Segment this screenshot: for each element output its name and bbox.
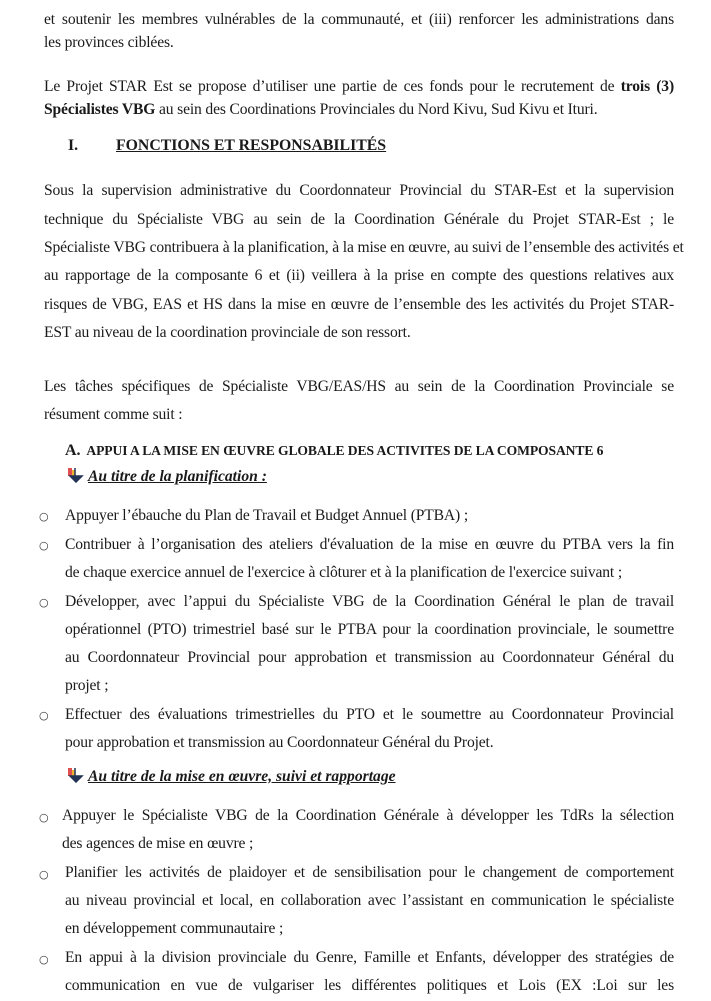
list-item-continuation: pour approbation et transmission au Coordonnateur Général du Projet. <box>65 734 494 751</box>
section-title: FONCTIONS ET RESPONSABILITÉS <box>116 137 387 154</box>
section-number: I. <box>68 137 79 154</box>
list-item-continuation: communication en vue de vulgariser les différentes politiques et Lois (EX :Loi sur les <box>65 977 674 994</box>
subheading-planification <box>66 467 267 487</box>
recruitment-paragraph-line <box>44 77 674 97</box>
subheading-text: Au titre de la mise en œuvre, suivi et rapportage <box>88 768 396 785</box>
subheading-text: Au titre de la planification : <box>88 468 267 485</box>
bullet-icon: ○ <box>39 953 49 966</box>
paragraph-line: résument comme suit : <box>44 406 183 423</box>
list-item-continuation: opérationnel (PTO) trimestriel basé sur le PTBA pour la coordination provinciale, le soumettre <box>65 621 674 638</box>
paragraph-line: Spécialiste VBG contribuera à la planification, à la mise en œuvre, au suivi de l’ensemble des activités et <box>44 239 684 256</box>
bullet-icon: ○ <box>39 510 49 523</box>
subsection-heading <box>65 441 603 461</box>
bullet-icon: ○ <box>39 596 49 609</box>
paragraph-line: technique du Spécialiste VBG au sein de la Coordination Générale du Projet STAR-Est ; le <box>44 211 674 228</box>
list-item: Appuyer le Spécialiste VBG de la Coordination Générale à développer les TdRs la sélection <box>62 807 674 824</box>
list-item: Planifier les activités de plaidoyer et de sensibilisation pour le changement de comportement <box>65 864 674 881</box>
arrow-down-icon <box>66 767 84 783</box>
recruitment-paragraph-line <box>44 100 674 120</box>
bullet-icon: ○ <box>39 709 49 722</box>
recruitment-text: Le Projet STAR Est se propose d’utiliser une partie de ces fonds pour le recrutement de <box>44 78 621 95</box>
bullet-icon: ○ <box>39 811 49 824</box>
paragraph-line: Sous la supervision administrative du Coordonnateur Provincial du STAR-Est et la supervision <box>44 182 674 199</box>
paragraph-line: EST au niveau de la coordination provinciale de son ressort. <box>44 324 411 341</box>
paragraph-line: au rapportage de la composante 6 et (ii) veillera à la prise en compte des questions relatives aux <box>44 267 674 284</box>
subsection-letter: A. <box>65 442 81 459</box>
intro-line: les provinces ciblées. <box>44 34 174 51</box>
intro-line: et soutenir les membres vulnérables de la communauté, et (iii) renforcer les administrations dans <box>44 11 674 28</box>
recruitment-count: trois (3) <box>620 78 675 95</box>
bullet-icon: ○ <box>39 868 49 881</box>
paragraph-line: Les tâches spécifiques de Spécialiste VBG/EAS/HS au sein de la Coordination Provinciale se <box>44 378 674 395</box>
list-item: Effectuer des évaluations trimestrielles du PTO et le soumettre au Coordonnateur Provincial <box>65 706 674 723</box>
list-item-continuation: au Coordonnateur Provincial pour approbation et transmission au Coordonnateur Général du <box>65 649 674 666</box>
paragraph-line: risques de VBG, EAS et HS dans la mise en œuvre de l’ensemble des les activités du Projet STAR- <box>44 296 674 313</box>
position-title: Spécialistes VBG <box>44 101 156 118</box>
recruitment-text: au sein des Coordinations Provinciales du Nord Kivu, Sud Kivu et Ituri. <box>155 101 598 118</box>
section-heading <box>68 136 386 156</box>
list-item: En appui à la division provinciale du Genre, Famille et Enfants, développer des stratégies de <box>65 949 674 966</box>
subheading-mise-en-oeuvre <box>66 767 396 787</box>
bullet-icon: ○ <box>39 539 49 552</box>
list-item-continuation: projet ; <box>65 677 109 694</box>
list-item-continuation: en développement communautaire ; <box>65 920 284 937</box>
list-item: Développer, avec l’appui du Spécialiste VBG de la Coordination Général le plan de travail <box>65 593 674 610</box>
list-item-continuation: des agences de mise en œuvre ; <box>62 835 254 852</box>
subsection-title: APPUI A LA MISE EN ŒUVRE GLOBALE DES ACTIVITES DE LA COMPOSANTE 6 <box>86 443 604 458</box>
list-item: Appuyer l’ébauche du Plan de Travail et Budget Annuel (PTBA) ; <box>65 507 468 524</box>
list-item-continuation: au niveau provincial et local, en collaboration avec l’assistant en communication le spécialiste <box>65 892 674 909</box>
list-item: Contribuer à l’organisation des ateliers d'évaluation de la mise en œuvre du PTBA vers la fin <box>65 536 674 553</box>
arrow-down-icon <box>66 467 84 483</box>
list-item-continuation: de chaque exercice annuel de l'exercice à clôturer et à la planification de l'exercice suivant ; <box>65 564 623 581</box>
